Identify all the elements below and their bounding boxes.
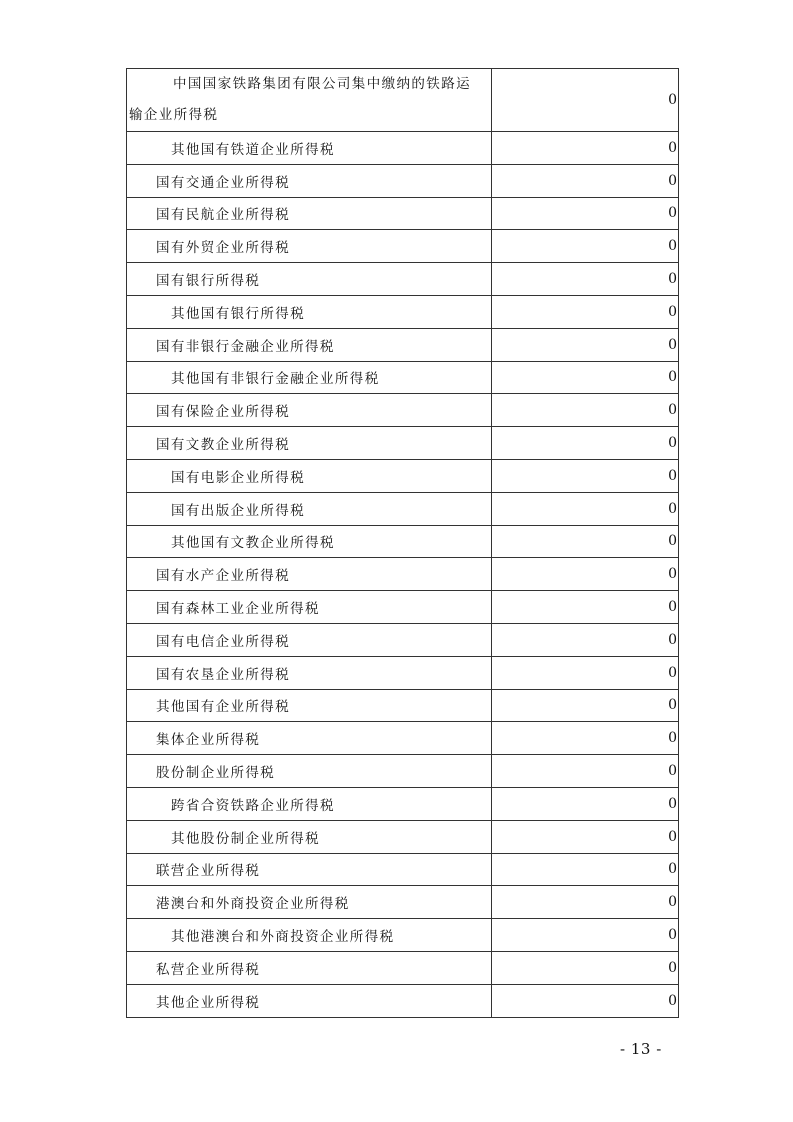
item-value: 0 [492, 984, 679, 1017]
item-value: 0 [492, 656, 679, 689]
item-value: 0 [492, 623, 679, 656]
table-row [127, 230, 679, 263]
item-name: 国有民航企业所得税 [127, 197, 492, 230]
item-value: 0 [492, 197, 679, 230]
item-name: 集体企业所得税 [127, 722, 492, 755]
item-name: 私营企业所得税 [127, 951, 492, 984]
item-name: 港澳台和外商投资企业所得税 [127, 886, 492, 919]
item-name: 国有交通企业所得税 [127, 164, 492, 197]
item-name: 国有水产企业所得税 [127, 558, 492, 591]
table-row [127, 492, 679, 525]
item-value: 0 [492, 132, 679, 165]
table-row [127, 427, 679, 460]
item-value: 0 [492, 689, 679, 722]
page-number: - 13 - [620, 1040, 662, 1058]
item-name: 其他股份制企业所得税 [127, 820, 492, 853]
item-name: 股份制企业所得税 [127, 755, 492, 788]
table-row [127, 525, 679, 558]
item-name: 国有农垦企业所得税 [127, 656, 492, 689]
table-row [127, 132, 679, 165]
item-value: 0 [492, 263, 679, 296]
item-value: 0 [492, 919, 679, 952]
table-row [127, 197, 679, 230]
item-value: 0 [492, 951, 679, 984]
item-value: 0 [492, 853, 679, 886]
item-name: 其他港澳台和外商投资企业所得税 [127, 919, 492, 952]
table-row [127, 69, 679, 132]
table-body [127, 69, 679, 1018]
item-value: 0 [492, 591, 679, 624]
item-name: 其他国有铁道企业所得税 [127, 132, 492, 165]
item-name: 国有文教企业所得税 [127, 427, 492, 460]
table-row [127, 787, 679, 820]
table-row [127, 689, 679, 722]
table-row [127, 919, 679, 952]
table-row [127, 591, 679, 624]
item-name: 国有保险企业所得税 [127, 394, 492, 427]
table-row [127, 328, 679, 361]
item-value: 0 [492, 361, 679, 394]
item-name: 联营企业所得税 [127, 853, 492, 886]
table-row [127, 951, 679, 984]
table-row [127, 755, 679, 788]
item-name: 跨省合资铁路企业所得税 [127, 787, 492, 820]
item-value: 0 [492, 722, 679, 755]
table-row [127, 361, 679, 394]
table-row [127, 558, 679, 591]
item-name: 国有电信企业所得税 [127, 623, 492, 656]
item-value: 0 [492, 295, 679, 328]
item-name: 其他国有银行所得税 [127, 295, 492, 328]
item-name: 国有出版企业所得税 [127, 492, 492, 525]
table-row [127, 984, 679, 1017]
item-name: 中国国家铁路集团有限公司集中缴纳的铁路运输企业所得税 [127, 69, 492, 132]
item-value: 0 [492, 558, 679, 591]
item-value: 0 [492, 525, 679, 558]
item-name: 国有外贸企业所得税 [127, 230, 492, 263]
item-value: 0 [492, 164, 679, 197]
item-name: 国有森林工业企业所得税 [127, 591, 492, 624]
table-row [127, 623, 679, 656]
item-value: 0 [492, 459, 679, 492]
item-name: 国有电影企业所得税 [127, 459, 492, 492]
item-value: 0 [492, 886, 679, 919]
table-row [127, 820, 679, 853]
item-name: 国有非银行金融企业所得税 [127, 328, 492, 361]
table-row [127, 886, 679, 919]
item-value: 0 [492, 755, 679, 788]
item-value: 0 [492, 492, 679, 525]
item-value: 0 [492, 230, 679, 263]
item-value: 0 [492, 394, 679, 427]
item-name: 其他国有企业所得税 [127, 689, 492, 722]
tax-revenue-table [126, 68, 679, 1018]
item-name: 其他企业所得税 [127, 984, 492, 1017]
item-name: 其他国有非银行金融企业所得税 [127, 361, 492, 394]
item-value: 0 [492, 69, 679, 132]
table-row [127, 656, 679, 689]
item-value: 0 [492, 820, 679, 853]
item-value: 0 [492, 328, 679, 361]
table-row [127, 164, 679, 197]
item-value: 0 [492, 427, 679, 460]
item-name: 国有银行所得税 [127, 263, 492, 296]
table-row [127, 459, 679, 492]
table-row [127, 853, 679, 886]
table-row [127, 394, 679, 427]
table-row [127, 295, 679, 328]
item-name: 其他国有文教企业所得税 [127, 525, 492, 558]
item-value: 0 [492, 787, 679, 820]
table-row [127, 263, 679, 296]
table-row [127, 722, 679, 755]
